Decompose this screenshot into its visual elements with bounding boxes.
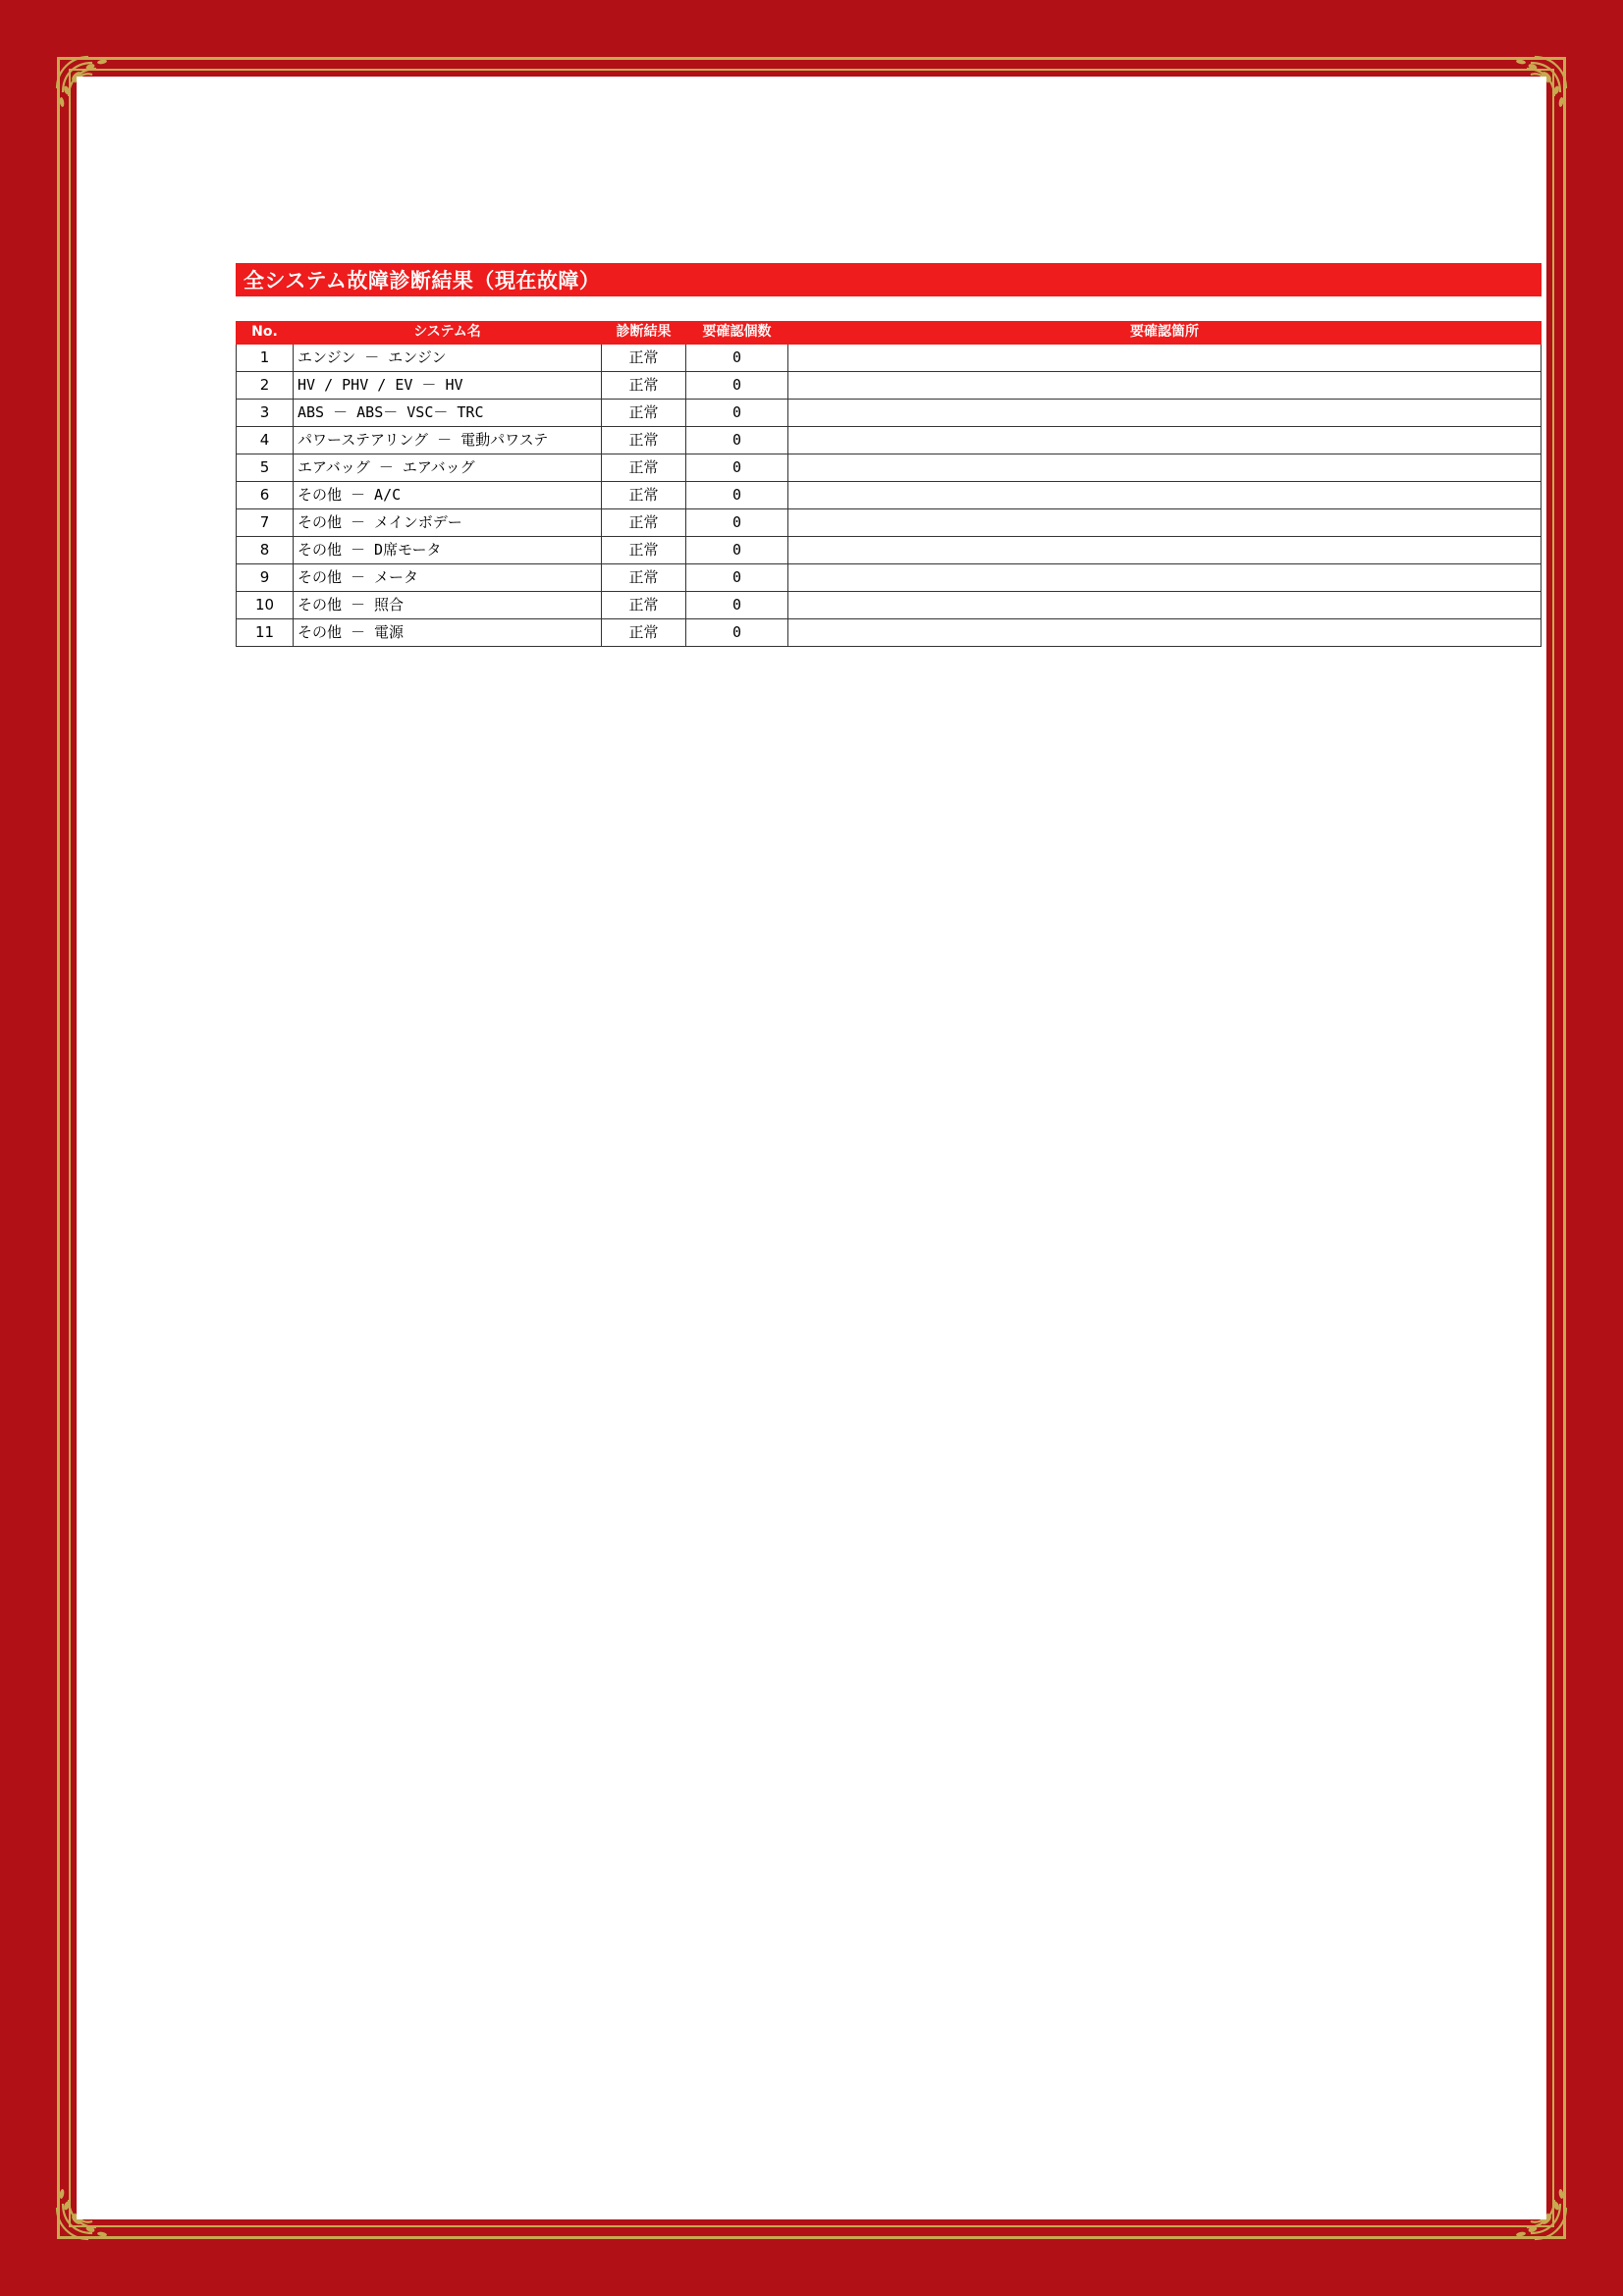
- column-header-system: システム名: [294, 322, 602, 345]
- cell-result: 正常: [602, 619, 686, 647]
- cell-count: 0: [686, 509, 788, 537]
- column-header-count: 要確認個数: [686, 322, 788, 345]
- table-header-row: [237, 322, 1542, 345]
- page-title: 全システム故障診断結果（現在故障）: [236, 263, 1542, 296]
- table-row: [237, 345, 1542, 372]
- column-header-no: No.: [237, 322, 294, 345]
- cell-no: 4: [237, 427, 294, 454]
- cell-no: 10: [237, 592, 294, 619]
- cell-note: [788, 400, 1542, 427]
- table-row: [237, 619, 1542, 647]
- cell-result: 正常: [602, 564, 686, 592]
- cell-no: 5: [237, 454, 294, 482]
- cell-no: 3: [237, 400, 294, 427]
- diagnostic-results-table: [236, 321, 1542, 647]
- cell-system: ABS － ABS－ VSC－ TRC: [294, 400, 602, 427]
- table-row: [237, 592, 1542, 619]
- cell-note: [788, 619, 1542, 647]
- cell-note: [788, 482, 1542, 509]
- cell-no: 11: [237, 619, 294, 647]
- cell-no: 6: [237, 482, 294, 509]
- cell-note: [788, 372, 1542, 400]
- column-header-note: 要確認箇所: [788, 322, 1542, 345]
- cell-system: パワーステアリング － 電動パワステ: [294, 427, 602, 454]
- cell-no: 2: [237, 372, 294, 400]
- cell-count: 0: [686, 592, 788, 619]
- cell-result: 正常: [602, 482, 686, 509]
- cell-note: [788, 427, 1542, 454]
- table-row: [237, 454, 1542, 482]
- table-row: [237, 400, 1542, 427]
- cell-system: エンジン － エンジン: [294, 345, 602, 372]
- cell-no: 9: [237, 564, 294, 592]
- table-row: [237, 427, 1542, 454]
- document-page: [77, 77, 1546, 2219]
- cell-note: [788, 537, 1542, 564]
- cell-no: 1: [237, 345, 294, 372]
- table-row: [237, 537, 1542, 564]
- cell-count: 0: [686, 482, 788, 509]
- cell-system: その他 － 照合: [294, 592, 602, 619]
- cell-result: 正常: [602, 537, 686, 564]
- table-row: [237, 509, 1542, 537]
- cell-result: 正常: [602, 427, 686, 454]
- cell-system: その他 － 電源: [294, 619, 602, 647]
- cell-note: [788, 345, 1542, 372]
- report-content: [236, 263, 1542, 647]
- table-row: [237, 372, 1542, 400]
- cell-system: その他 － A/C: [294, 482, 602, 509]
- cell-count: 0: [686, 564, 788, 592]
- cell-result: 正常: [602, 345, 686, 372]
- cell-result: 正常: [602, 509, 686, 537]
- cell-system: その他 － メータ: [294, 564, 602, 592]
- cell-count: 0: [686, 345, 788, 372]
- cell-system: その他 － メインボデー: [294, 509, 602, 537]
- cell-no: 8: [237, 537, 294, 564]
- cell-count: 0: [686, 427, 788, 454]
- cell-result: 正常: [602, 592, 686, 619]
- cell-count: 0: [686, 400, 788, 427]
- cell-system: その他 － D席モータ: [294, 537, 602, 564]
- cell-note: [788, 454, 1542, 482]
- table-row: [237, 564, 1542, 592]
- table-row: [237, 482, 1542, 509]
- cell-count: 0: [686, 454, 788, 482]
- cell-note: [788, 509, 1542, 537]
- cell-system: HV / PHV / EV － HV: [294, 372, 602, 400]
- cell-note: [788, 564, 1542, 592]
- cell-result: 正常: [602, 454, 686, 482]
- cell-system: エアバッグ － エアバッグ: [294, 454, 602, 482]
- cell-no: 7: [237, 509, 294, 537]
- cell-count: 0: [686, 619, 788, 647]
- cell-note: [788, 592, 1542, 619]
- cell-count: 0: [686, 537, 788, 564]
- cell-result: 正常: [602, 400, 686, 427]
- cell-result: 正常: [602, 372, 686, 400]
- cell-count: 0: [686, 372, 788, 400]
- column-header-result: 診断結果: [602, 322, 686, 345]
